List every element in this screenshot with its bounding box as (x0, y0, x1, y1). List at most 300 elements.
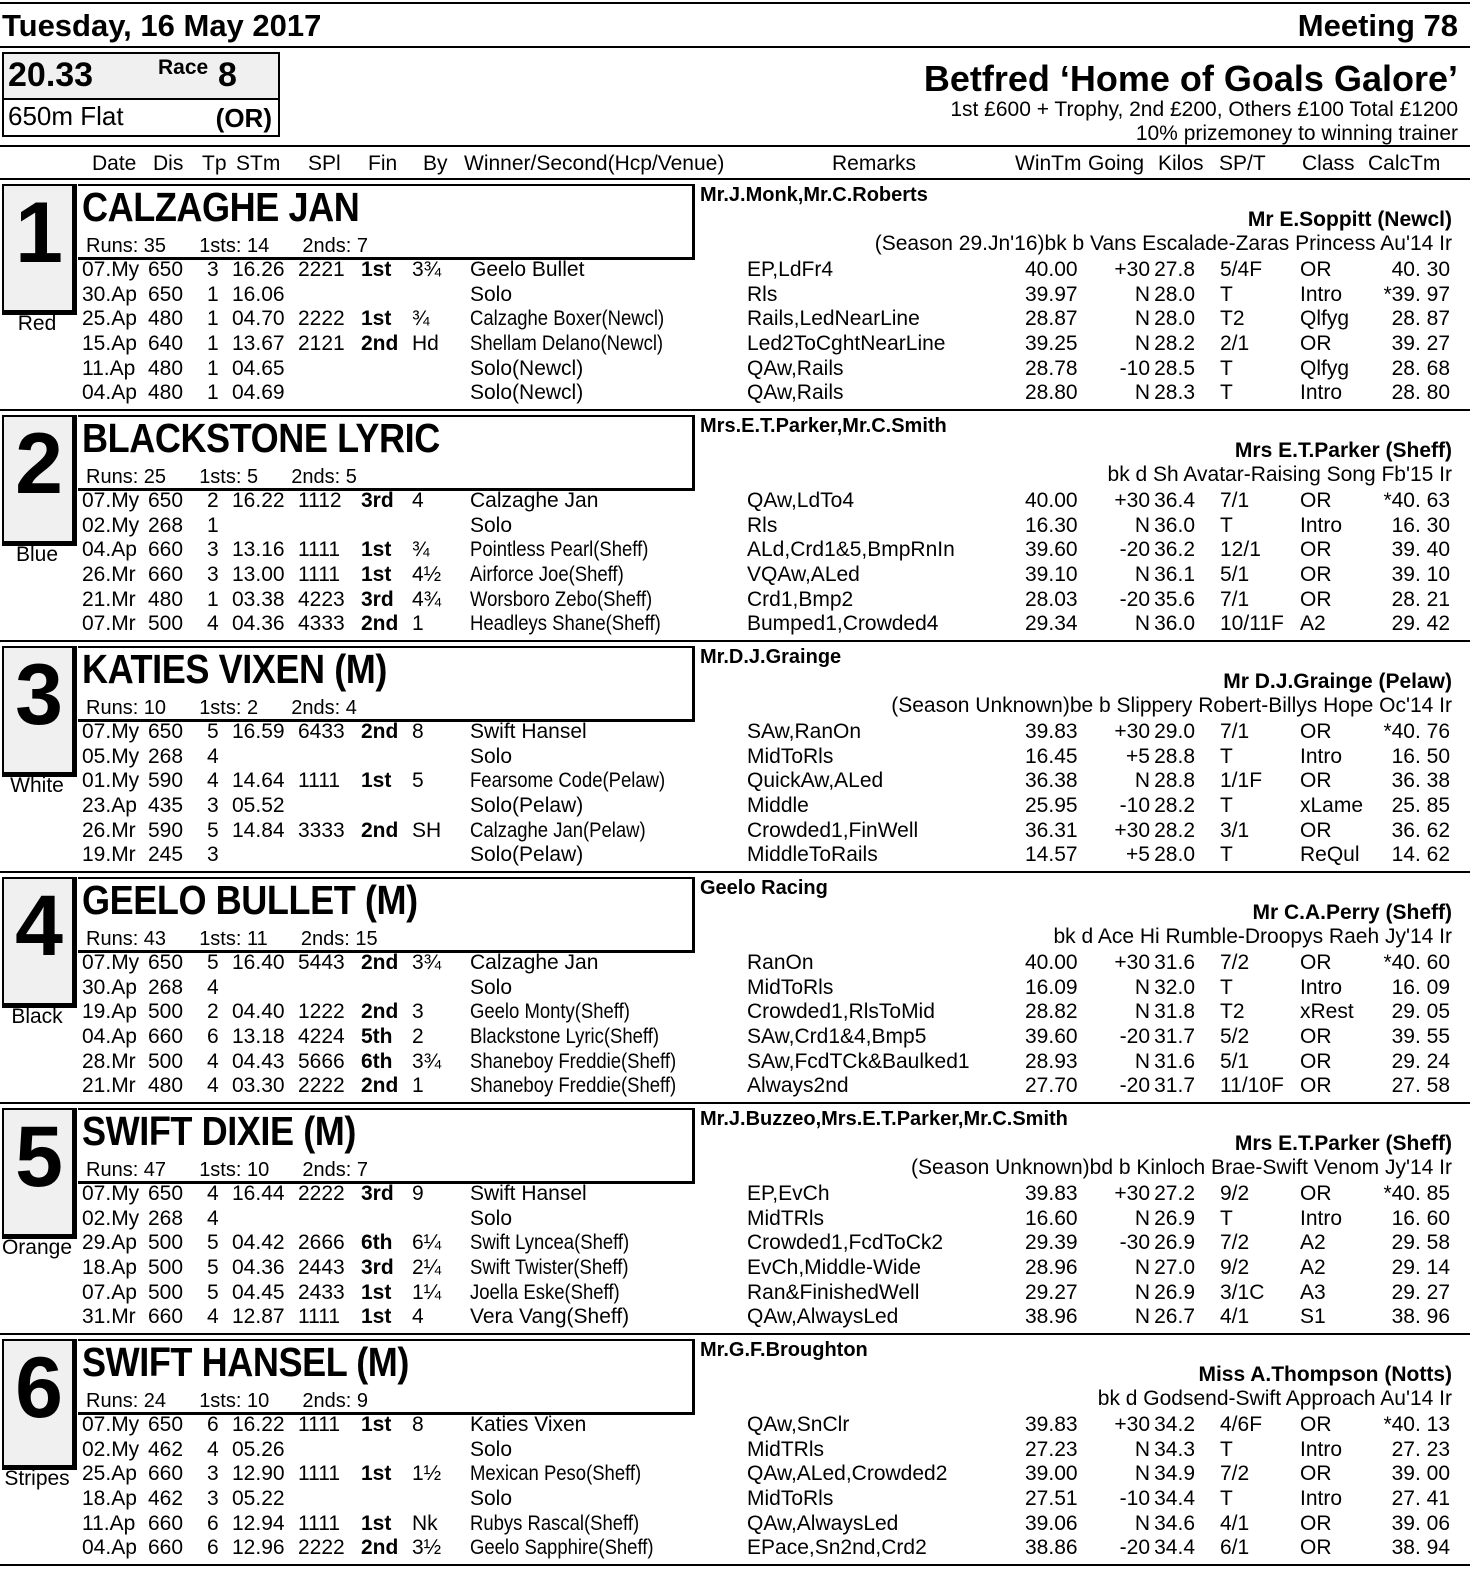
form-trap: 3 (207, 563, 219, 587)
form-distance-beaten: 2¼ (412, 1256, 442, 1280)
form-sectional: 04.45 (232, 1280, 285, 1304)
form-winner-second: Worsboro Zebo(Sheff) (470, 587, 653, 611)
form-remarks: QAw,Rails (747, 381, 844, 405)
form-starting-price: T (1220, 794, 1233, 818)
career-record (86, 1390, 368, 1413)
form-winner-second: Mexican Peso(Sheff) (470, 1462, 642, 1486)
form-winner-second: Solo(Pelaw) (470, 843, 584, 867)
form-calc-time: 28. 21 (1391, 587, 1450, 611)
form-going: -20 (1119, 1074, 1150, 1098)
form-sectional: 04.36 (232, 612, 285, 636)
form-row (0, 976, 1470, 1001)
form-distance: 660 (148, 538, 184, 562)
form-distance-beaten: 3 (412, 1000, 424, 1024)
form-distance: 650 (148, 1182, 184, 1205)
form-class: xRest (1300, 1000, 1354, 1024)
breeding: bk d Godsend-Swift Approach Au'14 Ir (1097, 1387, 1452, 1410)
form-distance: 650 (148, 951, 184, 974)
form-winner-second: Solo(Pelaw) (470, 794, 584, 818)
race-grade: (OR) (215, 103, 272, 133)
form-trap: 3 (207, 538, 219, 562)
form-sectional: 16.40 (232, 951, 285, 974)
form-weight: 31.6 (1154, 1049, 1195, 1073)
form-win-time: 16.09 (1025, 975, 1078, 999)
owners: Mr.J.Buzzeo,Mrs.E.T.Parker,Mr.C.Smith (700, 1108, 1068, 1130)
form-win-time: 36.31 (1025, 818, 1078, 842)
form-calc-time: 39. 55 (1391, 1025, 1450, 1049)
form-calc-time: *40. 63 (1383, 489, 1450, 512)
form-sectional: 03.30 (232, 1074, 285, 1098)
form-winner-second: Solo (470, 975, 513, 999)
form-remarks: MidTRls (747, 1206, 824, 1230)
form-remarks: RanOn (747, 951, 814, 974)
form-starting-price: 7/2 (1220, 1462, 1250, 1486)
form-distance: 245 (148, 843, 184, 867)
form-distance: 660 (148, 1305, 184, 1329)
form-finish: 3rd (361, 587, 394, 611)
form-row (0, 1256, 1470, 1281)
form-distance: 480 (148, 1074, 184, 1098)
form-sectional: 04.65 (232, 356, 285, 380)
runner-block (0, 180, 1470, 409)
trap-number: 1 (15, 185, 63, 281)
form-distance-beaten: 4¾ (412, 587, 442, 611)
form-going: N (1134, 1280, 1150, 1304)
form-starting-price: 7/1 (1220, 489, 1250, 512)
form-starting-price: 4/1 (1220, 1305, 1250, 1329)
form-weight: 31.8 (1154, 1000, 1195, 1024)
form-sectional: 13.18 (232, 1025, 285, 1049)
form-weight: 27.2 (1154, 1182, 1195, 1205)
form-date: 25.Ap (82, 307, 137, 331)
form-row (0, 1438, 1470, 1463)
trap-number: 2 (15, 416, 63, 512)
form-weight: 28.2 (1154, 332, 1195, 356)
form-win-time: 39.83 (1025, 720, 1078, 743)
form-weight: 28.0 (1154, 843, 1195, 867)
form-calc-time: 39. 10 (1391, 563, 1450, 587)
form-going: N (1134, 381, 1150, 405)
form-class: OR (1300, 258, 1332, 281)
wins-count: 1sts: 2 (199, 697, 259, 719)
form-remarks: Crowded1,RlsToMid (747, 1000, 935, 1024)
trainer: Mr D.J.Grainge (Pelaw) (1223, 670, 1452, 693)
form-winner-second: Solo (470, 282, 513, 306)
form-going: N (1134, 1305, 1150, 1329)
form-weight: 27.8 (1154, 258, 1195, 281)
form-distance: 650 (148, 489, 184, 512)
form-row (0, 1182, 1470, 1207)
col-stm: STm (236, 152, 281, 175)
runs-count: Runs: 25 (86, 466, 167, 488)
form-date: 21.Mr (82, 587, 136, 611)
race-number: 8 (218, 56, 237, 94)
form-trap: 5 (207, 1280, 219, 1304)
form-finish: 2nd (361, 1536, 399, 1560)
form-starting-price: T2 (1220, 307, 1245, 331)
form-remarks: ALd,Crd1&5,BmpRnIn (747, 538, 955, 562)
form-going: N (1134, 975, 1150, 999)
breeding: (Season Unknown)bd b Kinloch Brae-Swift Venom Jy'14 Ir (911, 1156, 1452, 1179)
form-remarks: QAw,AlwaysLed (747, 1511, 899, 1535)
form-distance-beaten: 9 (412, 1182, 424, 1205)
form-row (0, 283, 1470, 308)
dog-name: SWIFT DIXIE (M) (82, 1108, 356, 1154)
form-distance-beaten: 1 (412, 1074, 424, 1098)
form-sectional: 04.43 (232, 1049, 285, 1073)
form-starting-price: 11/10F (1220, 1074, 1284, 1098)
form-positions: 2443 (298, 1256, 345, 1280)
form-winner-second: Calzaghe Jan (470, 489, 599, 512)
form-finish: 1st (361, 1413, 392, 1436)
form-row (0, 489, 1470, 514)
form-trap: 1 (207, 332, 219, 356)
form-weight: 26.7 (1154, 1305, 1195, 1329)
form-distance-beaten: 6¼ (412, 1231, 442, 1255)
form-finish: 1st (361, 1511, 392, 1535)
form-date: 07.My (82, 258, 140, 281)
form-starting-price: T (1220, 282, 1233, 306)
form-distance-beaten: Hd (412, 332, 439, 356)
form-row (0, 951, 1470, 976)
header-rule (0, 46, 1470, 48)
form-date: 19.Ap (82, 1000, 137, 1024)
form-calc-time: 14. 62 (1391, 843, 1450, 867)
form-weight: 28.2 (1154, 794, 1195, 818)
career-record (86, 1159, 368, 1182)
form-class: OR (1300, 587, 1332, 611)
form-sectional: 12.90 (232, 1462, 285, 1486)
form-date: 11.Ap (82, 1511, 136, 1535)
form-row (0, 1305, 1470, 1330)
form-class: OR (1300, 1182, 1332, 1205)
race-time: 20.33 (8, 56, 94, 94)
form-starting-price: T2 (1220, 1000, 1245, 1024)
col-calctm: CalcTm (1368, 152, 1441, 175)
form-winner-second: Calzaghe Jan(Pelaw) (470, 818, 646, 842)
form-distance: 500 (148, 1049, 184, 1073)
runner-block (0, 411, 1470, 640)
form-weight: 36.4 (1154, 489, 1195, 512)
form-class: Intro (1300, 1487, 1343, 1511)
form-positions: 2666 (298, 1231, 345, 1255)
form-win-time: 27.51 (1025, 1487, 1078, 1511)
wins-count: 1sts: 10 (199, 1159, 270, 1181)
form-winner-second: Vera Vang(Sheff) (470, 1305, 630, 1329)
form-positions: 1111 (298, 1462, 341, 1486)
form-starting-price: 5/4F (1220, 258, 1263, 281)
race-label: Race (158, 56, 209, 79)
runs-count: Runs: 47 (86, 1159, 167, 1181)
form-trap: 6 (207, 1413, 219, 1436)
trainer: Mr E.Soppitt (Newcl) (1247, 208, 1452, 231)
form-remarks: MidToRls (747, 975, 834, 999)
form-distance: 480 (148, 356, 184, 380)
form-weight: 31.7 (1154, 1025, 1195, 1049)
form-starting-price: 5/2 (1220, 1025, 1250, 1049)
dog-name: GEELO BULLET (M) (82, 877, 418, 923)
form-row (0, 1000, 1470, 1025)
form-date: 25.Ap (82, 1462, 137, 1486)
form-date: 07.My (82, 1413, 140, 1436)
form-winner-second: Solo (470, 1437, 513, 1461)
form-finish: 5th (361, 1025, 393, 1049)
form-starting-price: 5/1 (1220, 563, 1250, 587)
form-trap: 6 (207, 1511, 219, 1535)
form-class: A2 (1300, 612, 1326, 636)
form-row (0, 357, 1470, 382)
form-winner-second: Calzaghe Boxer(Newcl) (470, 307, 665, 331)
trap-colour: Red (17, 312, 57, 335)
form-distance: 435 (148, 794, 184, 818)
form-distance: 650 (148, 1413, 184, 1436)
form-weight: 34.6 (1154, 1511, 1195, 1535)
form-winner-second: Swift Lyncea(Sheff) (470, 1231, 630, 1255)
form-distance: 650 (148, 282, 184, 306)
form-going: -10 (1119, 794, 1150, 818)
form-row (0, 1512, 1470, 1537)
runner-separator (0, 640, 1470, 642)
form-weight: 28.0 (1154, 307, 1195, 331)
form-win-time: 14.57 (1025, 843, 1078, 867)
form-sectional: 04.42 (232, 1231, 285, 1255)
form-calc-time: 16. 50 (1391, 744, 1450, 768)
trap-colour: Orange (1, 1236, 73, 1259)
form-remarks: SAw,FcdTCk&Baulked1 (747, 1049, 970, 1073)
form-trap: 3 (207, 1487, 219, 1511)
form-sectional: 12.96 (232, 1536, 285, 1560)
form-distance: 268 (148, 513, 184, 537)
form-calc-time: 29. 58 (1391, 1231, 1450, 1255)
breeding: bk d Ace Hi Rumble-Droopys Raeh Jy'14 Ir (1053, 925, 1452, 948)
form-trap: 3 (207, 1462, 219, 1486)
form-trap: 4 (207, 1437, 219, 1461)
form-class: OR (1300, 720, 1332, 743)
form-positions: 2222 (298, 1182, 345, 1205)
form-going: -20 (1119, 587, 1150, 611)
form-sectional: 04.40 (232, 1000, 285, 1024)
form-sectional: 05.22 (232, 1487, 285, 1511)
form-calc-time: 39. 06 (1391, 1511, 1450, 1535)
form-row (0, 612, 1470, 637)
seconds-count: 2nds: 15 (300, 928, 378, 950)
form-starting-price: T (1220, 1487, 1233, 1511)
form-sectional: 04.69 (232, 381, 285, 405)
form-lines (0, 1413, 1470, 1561)
form-starting-price: T (1220, 744, 1233, 768)
runner-block (0, 873, 1470, 1102)
form-positions: 1112 (298, 489, 342, 512)
form-win-time: 16.30 (1025, 513, 1078, 537)
form-distance-beaten: SH (412, 818, 442, 842)
form-calc-time: 27. 23 (1391, 1437, 1450, 1461)
form-row (0, 307, 1470, 332)
form-going: +5 (1126, 744, 1150, 768)
form-distance: 500 (148, 1280, 184, 1304)
form-trap: 3 (207, 843, 219, 867)
form-finish: 1st (361, 1280, 392, 1304)
form-going: N (1134, 282, 1150, 306)
form-date: 26.Mr (82, 563, 136, 587)
form-going: +30 (1114, 951, 1150, 974)
form-date: 02.My (82, 1437, 140, 1461)
form-winner-second: Solo (470, 513, 513, 537)
form-winner-second: Shaneboy Freddie(Sheff) (470, 1049, 677, 1073)
form-remarks: QAw,LdTo4 (747, 489, 855, 512)
form-weight: 28.3 (1154, 381, 1195, 405)
form-class: OR (1300, 1074, 1332, 1098)
columns-top-rule (0, 145, 1470, 147)
form-going: N (1134, 1511, 1150, 1535)
form-win-time: 25.95 (1025, 794, 1078, 818)
form-distance-beaten: 1½ (412, 1462, 442, 1486)
form-finish: 1st (361, 307, 392, 331)
form-weight: 28.0 (1154, 282, 1195, 306)
form-positions: 5443 (298, 951, 345, 974)
form-date: 30.Ap (82, 975, 137, 999)
form-win-time: 39.83 (1025, 1413, 1078, 1436)
form-lines (0, 951, 1470, 1099)
form-winner-second: Joella Eske(Sheff) (470, 1280, 620, 1304)
seconds-count: 2nds: 7 (302, 1159, 368, 1181)
form-distance: 640 (148, 332, 184, 356)
form-starting-price: 6/1 (1220, 1536, 1250, 1560)
bottom-rule (0, 1564, 1470, 1566)
form-calc-time: *40. 76 (1383, 720, 1450, 743)
form-win-time: 28.96 (1025, 1256, 1078, 1280)
form-win-time: 39.10 (1025, 563, 1078, 587)
form-remarks: Led2ToCghtNearLine (747, 332, 946, 356)
form-date: 07.My (82, 720, 140, 743)
race-prize: 1st £600 + Trophy, 2nd £200, Others £100 Total £1200 (950, 98, 1458, 121)
form-positions: 2121 (298, 332, 345, 356)
form-date: 18.Ap (82, 1256, 137, 1280)
runs-count: Runs: 43 (86, 928, 167, 950)
form-sectional: 05.26 (232, 1437, 285, 1461)
col-date: Date (92, 152, 137, 175)
form-date: 30.Ap (82, 282, 137, 306)
form-remarks: SAw,RanOn (747, 720, 862, 743)
form-trap: 1 (207, 381, 219, 405)
dog-name-box (78, 1108, 695, 1184)
form-remarks: QuickAw,ALed (747, 769, 884, 793)
form-row (0, 1050, 1470, 1075)
form-calc-time: 29. 14 (1391, 1256, 1450, 1280)
form-row (0, 720, 1470, 745)
form-calc-time: *40. 60 (1383, 951, 1450, 974)
runner-block (0, 1335, 1470, 1564)
form-going: N (1134, 1256, 1150, 1280)
form-trap: 5 (207, 1231, 219, 1255)
form-going: N (1134, 563, 1150, 587)
form-going: +30 (1114, 818, 1150, 842)
form-trap: 5 (207, 720, 219, 743)
form-positions: 4223 (298, 587, 345, 611)
breeding: (Season 29.Jn'16)bk b Vans Escalade-Zaras Princess Au'14 Ir (874, 232, 1452, 255)
form-calc-time: *39. 97 (1383, 282, 1450, 306)
dog-name: KATIES VIXEN (M) (82, 646, 388, 692)
form-calc-time: 16. 09 (1391, 975, 1450, 999)
form-positions: 2433 (298, 1280, 345, 1304)
trainer: Mr C.A.Perry (Sheff) (1252, 901, 1452, 924)
form-going: +30 (1114, 1182, 1150, 1205)
form-class: Intro (1300, 1206, 1343, 1230)
runner-separator (0, 409, 1470, 411)
form-trap: 5 (207, 951, 219, 974)
form-going: N (1134, 612, 1150, 636)
form-distance: 500 (148, 1000, 184, 1024)
form-row (0, 1281, 1470, 1306)
form-row (0, 588, 1470, 613)
form-sectional: 13.00 (232, 563, 285, 587)
dog-name: SWIFT HANSEL (M) (82, 1339, 410, 1385)
career-record (86, 466, 357, 489)
seconds-count: 2nds: 7 (302, 235, 368, 257)
form-trap: 1 (207, 307, 219, 331)
form-sectional: 16.26 (232, 258, 285, 281)
form-going: N (1134, 769, 1150, 793)
form-trap: 6 (207, 1536, 219, 1560)
col-tp: Tp (202, 152, 227, 175)
form-starting-price: T (1220, 513, 1233, 537)
form-distance-beaten: Nk (412, 1511, 438, 1535)
form-calc-time: 38. 96 (1391, 1305, 1450, 1329)
form-positions: 2221 (298, 258, 345, 281)
form-sectional: 13.16 (232, 538, 285, 562)
wins-count: 1sts: 11 (199, 928, 268, 950)
form-finish: 2nd (361, 612, 399, 636)
form-remarks: Rls (747, 282, 778, 306)
form-sectional: 12.94 (232, 1511, 285, 1535)
form-winner-second: Headleys Shane(Sheff) (470, 612, 661, 636)
form-distance-beaten: 1¼ (412, 1280, 442, 1304)
form-distance: 268 (148, 975, 184, 999)
form-class: Qlfyg (1300, 356, 1350, 380)
form-finish: 1st (361, 258, 392, 281)
form-finish: 1st (361, 769, 392, 793)
form-win-time: 40.00 (1025, 489, 1078, 512)
form-remarks: VQAw,ALed (747, 563, 860, 587)
trap-number: 4 (15, 878, 63, 974)
form-distance: 660 (148, 1511, 184, 1535)
form-sectional: 03.38 (232, 587, 285, 611)
trap-colour: White (10, 774, 64, 797)
wins-count: 1sts: 5 (199, 466, 259, 488)
form-trap: 4 (207, 1206, 219, 1230)
breeding: bk d Sh Avatar-Raising Song Fb'15 Ir (1107, 463, 1452, 486)
form-distance: 660 (148, 1462, 184, 1486)
form-remarks: MidTRls (747, 1437, 824, 1461)
form-class: OR (1300, 1025, 1332, 1049)
form-finish: 3rd (361, 1256, 394, 1280)
trap-colour: Blue (15, 543, 59, 566)
form-calc-time: 39. 40 (1391, 538, 1450, 562)
form-win-time: 28.82 (1025, 1000, 1078, 1024)
form-class: OR (1300, 769, 1332, 793)
form-win-time: 39.60 (1025, 538, 1078, 562)
form-going: N (1134, 1049, 1150, 1073)
form-remarks: Bumped1,Crowded4 (747, 612, 939, 636)
dog-name-box (78, 415, 695, 491)
form-class: xLame (1300, 794, 1364, 818)
form-date: 07.Ap (82, 1280, 137, 1304)
form-row (0, 1413, 1470, 1438)
race-distance: 650m Flat (8, 101, 124, 131)
form-weight: 34.4 (1154, 1487, 1195, 1511)
form-distance-beaten: ¾ (412, 307, 430, 331)
form-remarks: Crd1,Bmp2 (747, 587, 854, 611)
form-starting-price: 10/11F (1220, 612, 1284, 636)
